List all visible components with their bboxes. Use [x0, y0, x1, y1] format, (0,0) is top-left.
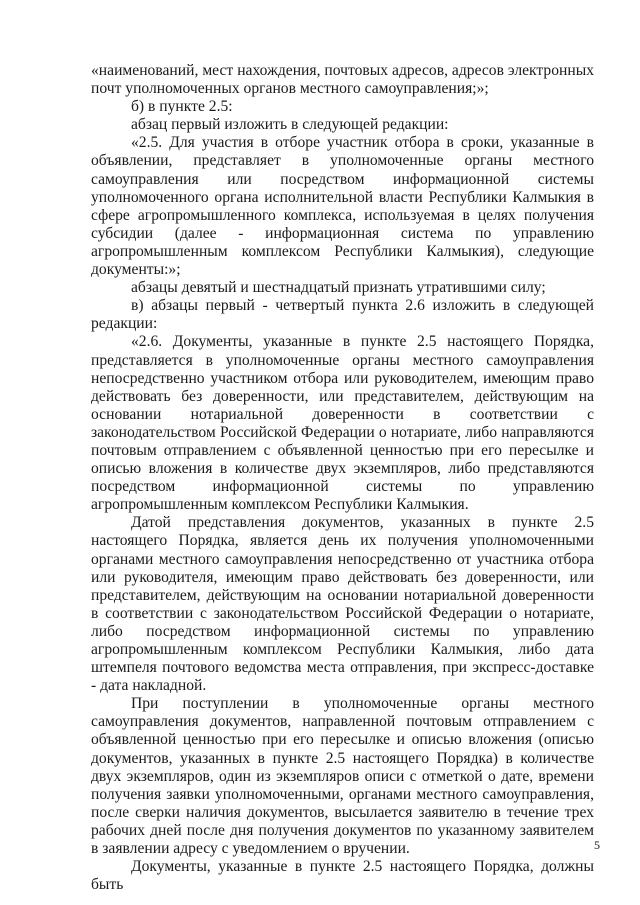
paragraph-9: При поступлении в уполномоченные органы местного самоуправления документов, направленной почтовым отправлением с объявленной ценностью при его пересылке и описью вложения (описью документов, указанных в пункте 2.5 настоящего Порядка) в количестве двух экземпляров, один из экземпляров описи с отметкой о дате, времени получения заявки уполномоченными, органами местного самоуправления, после сверки наличия документов, высылается заявителю в течение трех рабочих дней после дня получения документов по указанному заявителем в заявлении адресу с уведомлением о вручении. [91, 695, 594, 858]
paragraph-4: «2.5. Для участия в отборе участник отбора в сроки, указанные в объявлении, представляет в уполномоченные органы местного самоуправления или посредством информационной системы уполномоченного органа исполнительной власти Республики Калмыкия в сфере агропромышленного комплекса, используемая в целях получения субсидии (далее - информационная система по управлению агропромышленным комплексом Республики Калмыкия), следующие документы:»; [91, 134, 594, 279]
document-body [91, 62, 594, 894]
paragraph-5: абзацы девятый и шестнадцатый признать утратившими силу; [131, 279, 546, 297]
paragraph-10: Документы, указанные в пункте 2.5 настоящего Порядка, должны быть [91, 858, 594, 894]
paragraph-7: «2.6. Документы, указанные в пункте 2.5 настоящего Порядка, представляется в уполномоченные органы местного самоуправления непосредственно участником отбора или руководителем, имеющим право действовать без доверенности, или представителем, действующим на основании нотариальной доверенности в соответствии с законодательством Российской Федерации о нотариате, либо направляются почтовым отправлением с объявленной ценностью при его пересылке и описью вложения в количестве двух экземпляров, либо представляются посредством информационной системы по управлению агропромышленным комплексом Республики Калмыкия. [91, 333, 594, 514]
paragraph-2: б) в пункте 2.5: [131, 98, 233, 116]
paragraph-8: Датой представления документов, указанных в пункте 2.5 настоящего Порядка, является день их получения уполномоченными органами местного самоуправления непосредственно от участника отбора или руководителя, имеющим право действовать без доверенности, или представителем, действующим на основании нотариальной доверенности в соответствии с законодательством Российской Федерации о нотариате, либо посредством информационной системы по управлению агропромышленным комплексом Республики Калмыкия, либо дата штемпеля почтового ведомства места отправления, при экспресс-доставке - дата накладной. [91, 514, 594, 695]
paragraph-6: в) абзацы первый - четвертый пункта 2.6 изложить в следующей редакции: [91, 297, 594, 333]
page-number: 5 [594, 838, 600, 852]
paragraph-1: «наименований, мест нахождения, почтовых адресов, адресов электронных почт уполномоченных органов местного самоуправления;»; [91, 62, 594, 98]
paragraph-3: абзац первый изложить в следующей редакции: [131, 116, 449, 134]
